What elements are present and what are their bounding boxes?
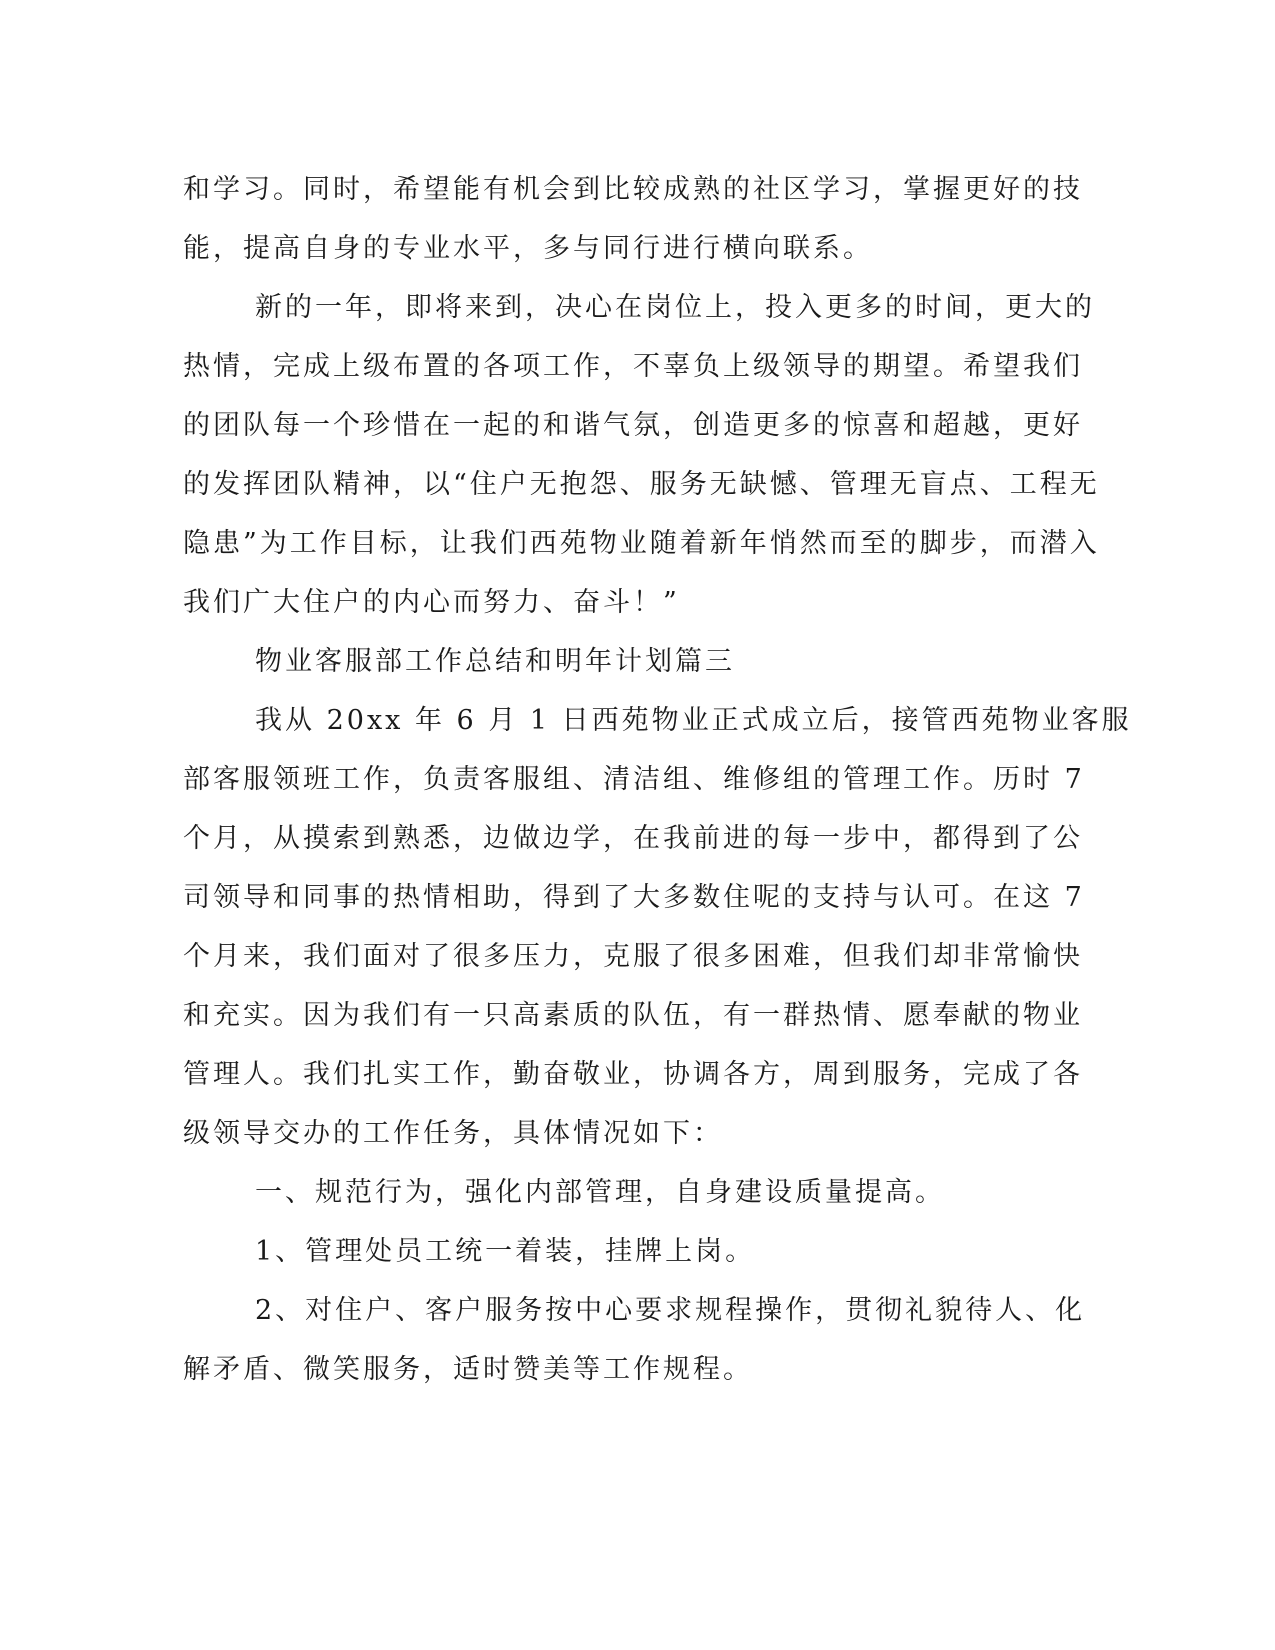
text-line: 1、管理处员工统一着装，挂牌上岗。 [255, 1236, 756, 1267]
text-line: 级领导交办的工作任务，具体情况如下： [183, 1118, 723, 1149]
text-line: 新的一年，即将来到，决心在岗位上，投入更多的时间，更大的 [255, 292, 1095, 323]
text-line: 管理人。我们扎实工作，勤奋敬业，协调各方，周到服务，完成了各 [183, 1059, 1083, 1090]
document-body [183, 160, 1132, 1399]
text-line: 个月，从摸索到熟悉，边做边学，在我前进的每一步中，都得到了公 [183, 823, 1083, 854]
section-heading: 物业客服部工作总结和明年计划篇三 [255, 646, 735, 677]
text-line: 和充实。因为我们有一只高素质的队伍，有一群热情、愿奉献的物业 [183, 1000, 1083, 1031]
text-line: 热情，完成上级布置的各项工作，不辜负上级领导的期望。希望我们 [183, 351, 1083, 382]
text-line: 和学习。同时，希望能有机会到比较成熟的社区学习，掌握更好的技 [183, 174, 1083, 205]
text-line: 2、对住户、客户服务按中心要求规程操作，贯彻礼貌待人、化 [255, 1295, 1086, 1326]
text-line: 解矛盾、微笑服务，适时赞美等工作规程。 [183, 1354, 753, 1385]
text-line: 隐患”为工作目标，让我们西苑物业随着新年悄然而至的脚步，而潜入 [183, 528, 1100, 559]
text-line: 我们广大住户的内心而努力、奋斗！” [183, 587, 680, 618]
text-line: 能，提高自身的专业水平，多与同行进行横向联系。 [183, 233, 873, 264]
text-line: 部客服领班工作，负责客服组、清洁组、维修组的管理工作。历时 7 [183, 764, 1085, 795]
text-line: 个月来，我们面对了很多压力，克服了很多困难，但我们却非常愉快 [183, 941, 1083, 972]
text-line: 司领导和同事的热情相助，得到了大多数住呢的支持与认可。在这 7 [183, 882, 1085, 913]
text-line: 的团队每一个珍惜在一起的和谐气氛，创造更多的惊喜和超越，更好 [183, 410, 1083, 441]
text-line: 我从 20xx 年 6 月 1 日西苑物业正式成立后，接管西苑物业客服 [255, 705, 1132, 736]
text-line: 一、规范行为，强化内部管理，自身建设质量提高。 [255, 1177, 945, 1208]
text-line: 的发挥团队精神，以“住户无抱怨、服务无缺憾、管理无盲点、工程无 [183, 469, 1100, 500]
